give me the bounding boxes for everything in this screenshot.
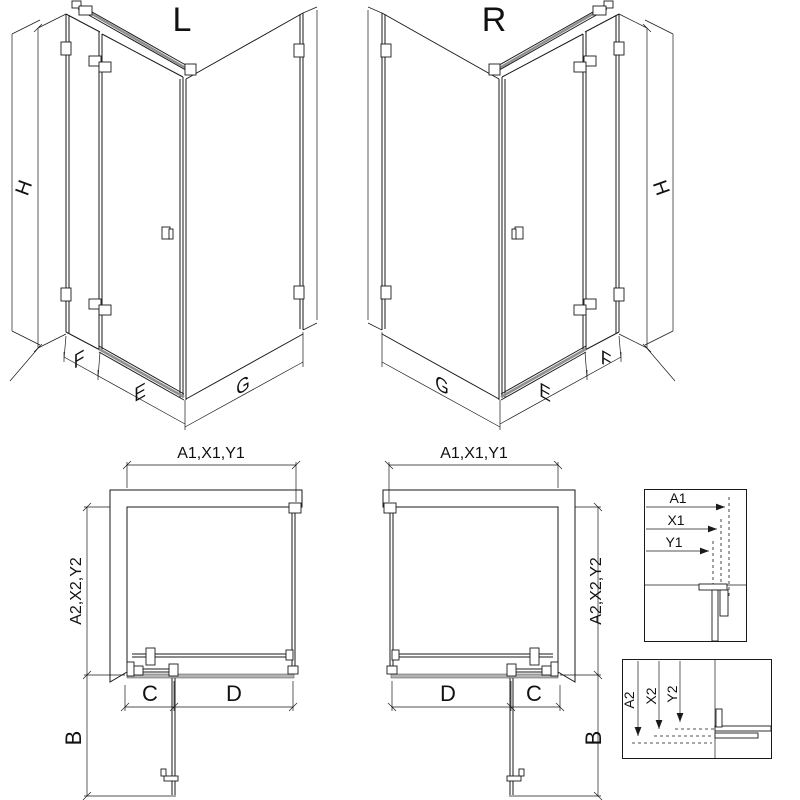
detail-bottom-y2-label: Y2 bbox=[664, 685, 680, 703]
detail-bottom-frame bbox=[623, 660, 772, 759]
detail-bottom-profile-a bbox=[715, 726, 771, 731]
detail-bottom-profile-b bbox=[715, 733, 758, 738]
iso-left-title: L bbox=[172, 1, 192, 39]
plan-left-width-label: A1,X1,Y1 bbox=[177, 445, 245, 462]
plan-view-left bbox=[61, 445, 302, 800]
label-e-right: E bbox=[539, 378, 551, 408]
plan-left-d-label: D bbox=[226, 681, 242, 706]
detail-box-top bbox=[645, 490, 747, 642]
label-h-left: H bbox=[11, 177, 38, 199]
plan-left-depth-label: A2,X2,Y2 bbox=[68, 557, 85, 625]
plan-left-b-label: B bbox=[61, 730, 86, 746]
plan-right-depth-label: A2,X2,Y2 bbox=[588, 557, 605, 625]
detail-top-x1-label: X1 bbox=[667, 512, 685, 528]
iso-left-geometry bbox=[10, 1, 317, 430]
label-g-right: G bbox=[435, 371, 449, 401]
detail-bottom-x2-label: X2 bbox=[643, 687, 659, 705]
plan-right-d-label: D bbox=[440, 681, 456, 706]
plan-right-width-label: A1,X1,Y1 bbox=[440, 445, 508, 462]
plan-right-c-label: C bbox=[526, 681, 542, 706]
plan-right-geometry bbox=[384, 461, 602, 800]
label-f-right: F bbox=[600, 345, 612, 375]
detail-bottom-profile-c bbox=[716, 709, 722, 727]
detail-top-profile-b bbox=[712, 590, 718, 641]
plan-right-b-label: B bbox=[581, 730, 606, 746]
detail-box-bottom bbox=[621, 660, 772, 759]
iso-right-geometry bbox=[368, 1, 675, 430]
detail-top-y1-label: Y1 bbox=[665, 534, 683, 550]
label-f-left: F bbox=[73, 345, 85, 375]
plan-view-right bbox=[383, 445, 606, 800]
label-g-left: G bbox=[236, 371, 250, 401]
label-e-left: E bbox=[134, 378, 146, 408]
detail-top-a1-label: A1 bbox=[669, 490, 687, 506]
plan-right-walls bbox=[383, 490, 575, 682]
detail-top-frame bbox=[645, 490, 747, 642]
detail-top-profile-c bbox=[720, 590, 728, 616]
detail-top-profile-a bbox=[699, 584, 727, 590]
plan-left-c-label: C bbox=[142, 681, 158, 706]
plan-left-geometry bbox=[83, 461, 301, 800]
detail-bottom-a2-label: A2 bbox=[621, 691, 637, 709]
label-h-right: H bbox=[647, 177, 674, 199]
iso-right-title: R bbox=[481, 1, 507, 39]
iso-view-left bbox=[10, 1, 317, 430]
detail-bottom-dashed-lines bbox=[632, 729, 726, 743]
iso-view-right bbox=[368, 1, 675, 430]
plan-left-walls bbox=[110, 490, 302, 682]
